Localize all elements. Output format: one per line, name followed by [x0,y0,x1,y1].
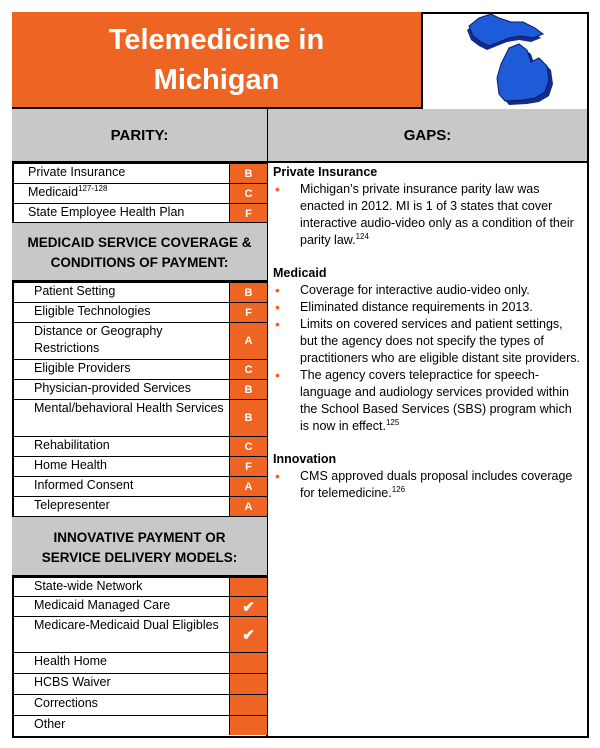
gaps-bullet [273,282,583,299]
parity-header [12,109,267,163]
innovative-row [12,694,267,715]
medicaid-row [12,456,267,476]
row-label-text: Patient Setting [34,284,116,298]
row-label-text: Medicaid Managed Care [34,598,171,612]
innovative-row [12,596,267,616]
grade-badge [229,323,267,359]
row-label [28,204,229,221]
grade-letter: B [244,286,253,299]
row-label [34,360,229,377]
gaps-bullet [273,181,583,249]
check-icon: ✔ [242,598,255,616]
parity-row [12,203,267,223]
row-label [28,184,229,201]
grade-letter: B [244,167,253,180]
row-label-text: Rehabilitation [34,438,110,452]
grade-letter: B [244,412,253,424]
grade-letter: F [245,460,252,473]
gaps-section-title: Private Insurance [273,165,378,179]
innovative-row [12,652,267,673]
innovative-row [12,577,267,596]
row-label-text: Distance or Geography Restrictions [34,324,163,355]
grade-letter: B [244,383,253,396]
gaps-section-title: Innovation [273,452,337,466]
grade-badge [229,477,267,496]
check-cell [229,695,267,715]
innovative-heading-line-2: SERVICE DELIVERY MODELS: [41,550,238,565]
row-label-text: Eligible Providers [34,361,131,375]
grade-letter: A [244,500,253,513]
medicaid-row [12,436,267,456]
medicaid-row [12,359,267,379]
row-label [34,695,229,712]
check-cell [229,674,267,694]
grade-letter: F [245,306,252,319]
gaps-bullet-text: CMS approved duals proposal includes coverage for telemedicine. [300,469,573,500]
grade-letter: A [244,335,253,347]
grade-badge [229,184,267,203]
grade-badge [229,164,267,183]
row-label [34,400,229,417]
title-line-2: Michigan [153,64,280,96]
row-label-text: Private Insurance [28,165,126,179]
footnote-ref: 124 [355,231,369,241]
gaps-bullet-text: The agency covers telepractice for speech-language and audiology services provided within the School Based Services (SBS) program which is now in effect. [300,368,572,433]
row-label-text: Informed Consent [34,478,134,492]
gaps-bullet-list [273,282,583,435]
grade-badge [229,400,267,436]
gaps-bullet [273,367,583,435]
row-label [34,437,229,454]
row-label-text: State Employee Health Plan [28,205,185,219]
gaps-bullet-list [273,181,583,249]
gaps-heading: GAPS: [403,127,452,144]
check-cell [229,617,267,652]
grade-badge [229,497,267,516]
row-label [34,283,229,300]
check-cell [229,716,267,735]
medicaid-row [12,302,267,322]
medicaid-row [12,496,267,516]
medicaid-row [12,379,267,399]
parity-row [12,163,267,183]
row-label-text: Telepresenter [34,498,110,512]
gaps-bullet-text: Limits on covered services and patient settings, but the agency does not specify the types of practitioners who are eligible distant site providers. [300,317,580,365]
footnote-ref: 125 [385,417,400,427]
row-label [34,578,229,595]
grade-badge [229,204,267,223]
row-label-text: Medicare-Medicaid Dual Eligibles [34,618,219,632]
grade-letter: F [245,207,252,220]
medicaid-row [12,322,267,359]
row-label-text: Physician-provided Services [34,381,192,395]
row-label [34,674,229,691]
footnote-ref: 126 [391,484,406,494]
row-label [34,323,229,357]
grade-badge [229,457,267,476]
row-label-text: Eligible Technologies [34,304,151,318]
gaps-header [268,109,589,163]
row-label [34,477,229,494]
gaps-bullet-list [273,468,583,502]
page-title [12,12,423,109]
innovative-row [12,715,267,735]
grade-letter: A [244,480,253,493]
gaps-bullet-text: Michigan’s private insurance parity law was enacted in 2012. MI is 1 of 3 states that cover interactive audio-video only as a condition of their parity law. [300,182,574,247]
grade-badge [229,303,267,322]
michigan-map-icon [423,12,589,109]
grade-letter: C [244,187,253,200]
row-label [28,164,229,181]
parity-row [12,183,267,203]
row-label-text: Corrections [34,696,98,710]
gaps-bullet-text: Coverage for interactive audio-video only. [300,283,530,297]
gaps-bullet-text: Eliminated distance requirements in 2013. [300,300,533,314]
row-label-text: Other [34,717,66,731]
check-icon: ✔ [242,626,255,644]
grade-badge [229,283,267,302]
medicaid-row [12,399,267,436]
title-line-1: Telemedicine in [108,24,325,56]
row-label [34,457,229,474]
innovative-row [12,673,267,694]
row-label [34,716,229,733]
medicaid-row [12,476,267,496]
medicaid-row [12,282,267,302]
check-cell [229,578,267,596]
row-label [34,597,229,614]
grade-letter: C [244,363,253,376]
row-label-text: Home Health [34,458,107,472]
row-label [34,497,229,514]
parity-heading: PARITY: [110,127,169,144]
row-label-text: HCBS Waiver [34,675,111,689]
gaps-bullet [273,468,583,502]
innovative-models-header [12,516,267,577]
grade-badge [229,360,267,379]
grade-badge [229,380,267,399]
row-label [34,617,229,634]
gaps-section-title: Medicaid [273,266,327,280]
row-label-text: Mental/behavioral Health Services [34,401,224,415]
check-cell [229,653,267,673]
grade-badge [229,437,267,456]
footnote-ref: 127-128 [78,183,108,193]
row-label-text: State-wide Network [34,579,143,593]
row-label [34,303,229,320]
row-label-text: Health Home [34,654,107,668]
gaps-bullet [273,299,583,316]
grade-letter: C [244,440,253,453]
row-label [34,380,229,397]
medicaid-heading-line-2: CONDITIONS OF PAYMENT: [50,255,229,270]
medicaid-heading-line-1: MEDICAID SERVICE COVERAGE & [27,235,252,250]
innovative-heading-line-1: INNOVATIVE PAYMENT OR [53,530,226,545]
row-label-text: Medicaid [28,185,79,199]
check-cell [229,597,267,616]
innovative-row [12,616,267,652]
gaps-content [273,164,583,518]
row-label [34,653,229,670]
medicaid-coverage-header [12,222,267,282]
gaps-bullet [273,316,583,367]
